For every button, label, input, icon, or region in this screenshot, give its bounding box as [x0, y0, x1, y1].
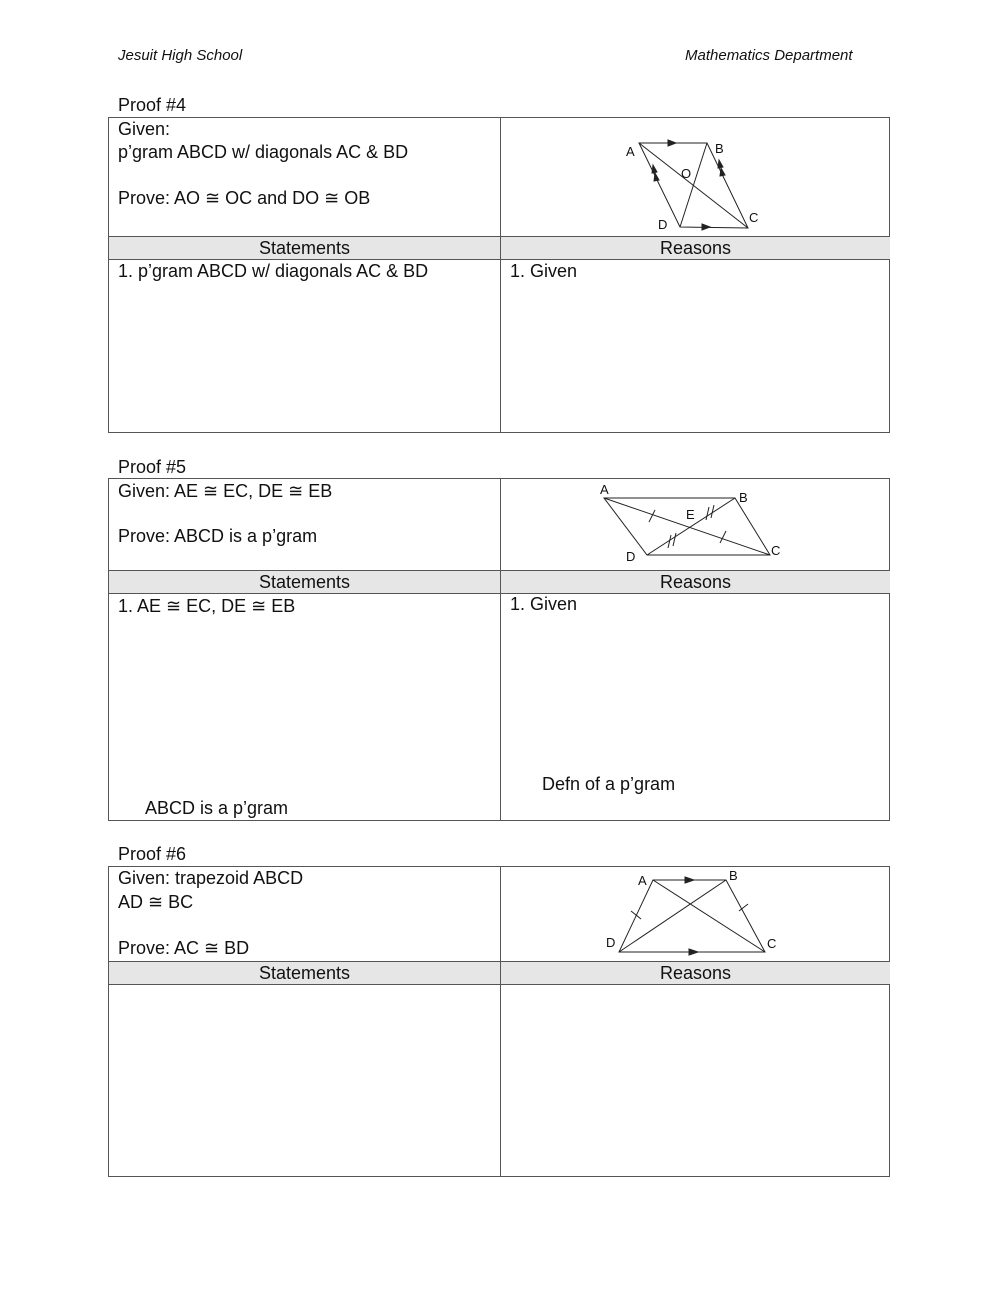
label-O: O [681, 166, 692, 181]
given-text: Given: AE ≅ EC, DE ≅ EB [118, 481, 333, 501]
statement-1: 1. AE ≅ EC, DE ≅ EB [118, 596, 296, 616]
statement-1: 1. p’gram ABCD w/ diagonals AC & BD [118, 261, 429, 281]
reason-1: 1. Given [510, 261, 578, 281]
label-B: B [739, 490, 748, 505]
prove-text: Prove: AO ≅ OC and DO ≅ OB [118, 188, 371, 208]
label-D: D [606, 935, 616, 950]
reasons-header: Reasons [500, 236, 890, 260]
reason-1: 1. Given [510, 594, 578, 614]
reason-final: Defn of a p’gram [542, 774, 676, 794]
given-text-2: AD ≅ BC [118, 892, 194, 912]
proof-6-title: Proof #6 [118, 844, 187, 864]
prove-text: Prove: ABCD is a p’gram [118, 526, 318, 546]
statements-header: Statements [109, 961, 500, 985]
label-C: C [771, 543, 781, 558]
statements-header: Statements [109, 236, 500, 260]
school-name: Jesuit High School [118, 47, 243, 64]
label-C: C [767, 936, 777, 951]
label-C: C [749, 210, 759, 225]
statements-header: Statements [109, 570, 500, 594]
label-D: D [658, 217, 668, 232]
prove-text: Prove: AC ≅ BD [118, 938, 250, 958]
label-A: A [638, 873, 647, 888]
label-A: A [626, 144, 635, 159]
label-B: B [729, 868, 738, 883]
given-text: p’gram ABCD w/ diagonals AC & BD [118, 142, 409, 162]
given-label: Given: [118, 119, 171, 139]
label-E: E [686, 507, 695, 522]
parallelogram-diagram-proof-4 [639, 140, 748, 230]
given-text: Given: trapezoid ABCD [118, 868, 304, 888]
reasons-header: Reasons [500, 570, 890, 594]
statement-final: ABCD is a p’gram [145, 798, 289, 818]
department-name: Mathematics Department [685, 47, 853, 64]
reasons-header: Reasons [500, 961, 890, 985]
proof-5-title: Proof #5 [118, 457, 187, 477]
proof-4-title: Proof #4 [118, 95, 187, 115]
trapezoid-diagram-proof-6 [619, 877, 765, 955]
label-A: A [600, 482, 609, 497]
label-B: B [715, 141, 724, 156]
label-D: D [626, 549, 636, 564]
